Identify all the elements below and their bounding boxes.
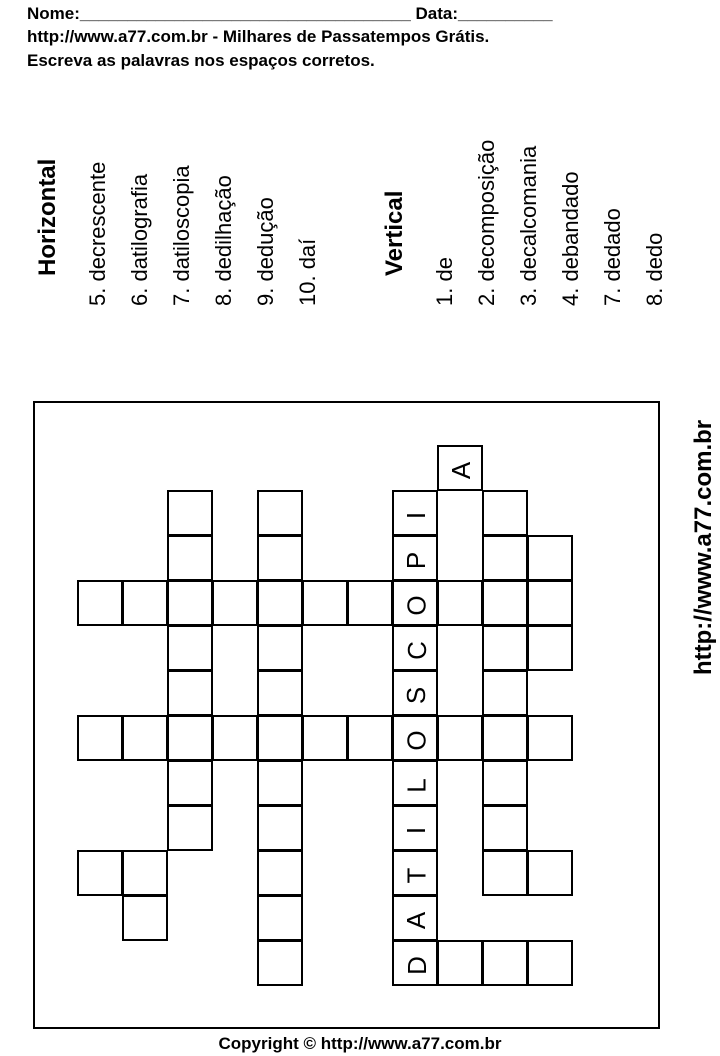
cell-letter: S bbox=[401, 686, 432, 704]
vertical-clue: 4. debandado bbox=[558, 171, 583, 306]
grid-cell[interactable] bbox=[392, 940, 438, 986]
vertical-clue: 1. de bbox=[432, 257, 457, 306]
cell-letter: I bbox=[401, 511, 432, 519]
grid-cell[interactable] bbox=[212, 715, 258, 761]
side-url: http://www.a77.com.br bbox=[690, 419, 717, 675]
grid-cell[interactable] bbox=[257, 850, 303, 896]
grid-cell[interactable] bbox=[257, 580, 303, 626]
grid-cell[interactable] bbox=[167, 535, 213, 581]
grid-cell[interactable] bbox=[392, 670, 438, 716]
grid-cell[interactable] bbox=[167, 805, 213, 851]
grid-cell[interactable] bbox=[392, 805, 438, 851]
grid-cell[interactable] bbox=[392, 715, 438, 761]
grid-cell[interactable] bbox=[257, 715, 303, 761]
cell-letter: P bbox=[401, 551, 432, 569]
grid-cell[interactable] bbox=[77, 715, 123, 761]
grid-cell[interactable] bbox=[482, 625, 528, 671]
grid-cell[interactable] bbox=[527, 535, 573, 581]
cell-letter: A bbox=[401, 911, 432, 929]
cell-letter: D bbox=[401, 955, 432, 975]
grid-cell[interactable] bbox=[257, 670, 303, 716]
grid-cell[interactable] bbox=[257, 805, 303, 851]
grid-cell[interactable] bbox=[347, 715, 393, 761]
grid-cell[interactable] bbox=[167, 625, 213, 671]
grid-cell[interactable] bbox=[77, 580, 123, 626]
grid-cell[interactable] bbox=[437, 940, 483, 986]
grid-cell[interactable] bbox=[257, 895, 303, 941]
horizontal-clue: 7. datiloscopia bbox=[169, 165, 194, 306]
grid-cell[interactable] bbox=[167, 715, 213, 761]
cell-letter: I bbox=[401, 826, 432, 834]
copyright-footer: Copyright © http://www.a77.com.br bbox=[218, 1034, 502, 1053]
cell-letter: O bbox=[401, 729, 432, 751]
grid-cell[interactable] bbox=[392, 850, 438, 896]
cell-letter: A bbox=[446, 461, 477, 479]
grid-cell[interactable] bbox=[392, 625, 438, 671]
grid-cell[interactable] bbox=[257, 625, 303, 671]
grid-cell[interactable] bbox=[302, 715, 348, 761]
grid-cell[interactable] bbox=[482, 535, 528, 581]
grid-cell[interactable] bbox=[347, 580, 393, 626]
grid-cell[interactable] bbox=[257, 940, 303, 986]
grid-cell[interactable] bbox=[482, 670, 528, 716]
grid-cell[interactable] bbox=[527, 940, 573, 986]
grid-cell[interactable] bbox=[482, 490, 528, 536]
vertical-clue: 3. decalcomania bbox=[516, 145, 541, 306]
grid-cell[interactable] bbox=[257, 490, 303, 536]
grid-cell[interactable] bbox=[392, 580, 438, 626]
grid-cell[interactable] bbox=[482, 940, 528, 986]
name-date-line: Nome:___________________________________ Data:__________ bbox=[27, 4, 553, 23]
grid-cell[interactable] bbox=[437, 445, 483, 491]
grid-cell[interactable] bbox=[527, 850, 573, 896]
grid-cell[interactable] bbox=[77, 850, 123, 896]
vertical-clue: 2. decomposição bbox=[474, 139, 499, 306]
vertical-clue: 8. dedo bbox=[642, 232, 667, 306]
grid-cell[interactable] bbox=[527, 715, 573, 761]
horizontal-clue: 9. dedução bbox=[253, 197, 278, 306]
grid-cell[interactable] bbox=[482, 760, 528, 806]
grid-cell[interactable] bbox=[167, 760, 213, 806]
grid-cell[interactable] bbox=[392, 535, 438, 581]
instruction-text: Escreva as palavras nos espaços corretos. bbox=[27, 51, 375, 70]
grid-cell[interactable] bbox=[527, 625, 573, 671]
site-line: http://www.a77.com.br - Milhares de Passatempos Grátis. bbox=[27, 27, 490, 46]
horizontal-clue: 5. decrescente bbox=[85, 161, 110, 306]
grid-cell[interactable] bbox=[482, 805, 528, 851]
vertical-clue: 7. dedado bbox=[600, 208, 625, 306]
grid-cell[interactable] bbox=[167, 580, 213, 626]
cell-letter: L bbox=[401, 777, 432, 793]
grid-cell[interactable] bbox=[257, 535, 303, 581]
grid-cell[interactable] bbox=[437, 580, 483, 626]
grid-cell[interactable] bbox=[212, 580, 258, 626]
cell-letter: T bbox=[401, 867, 432, 883]
grid-cell[interactable] bbox=[392, 895, 438, 941]
grid-cell[interactable] bbox=[482, 850, 528, 896]
grid-cell[interactable] bbox=[527, 580, 573, 626]
grid-cell[interactable] bbox=[167, 670, 213, 716]
grid-cell[interactable] bbox=[122, 895, 168, 941]
grid-cell[interactable] bbox=[482, 580, 528, 626]
horizontal-clue: 6. datilografia bbox=[127, 173, 152, 306]
grid-cell[interactable] bbox=[392, 490, 438, 536]
grid-cell[interactable] bbox=[392, 760, 438, 806]
horizontal-clue: 10. daí bbox=[295, 238, 320, 306]
grid-cell[interactable] bbox=[257, 760, 303, 806]
cell-letter: C bbox=[401, 640, 432, 660]
grid-cell[interactable] bbox=[302, 580, 348, 626]
horizontal-clue: 8. dedilhação bbox=[211, 175, 236, 306]
grid-cell[interactable] bbox=[482, 715, 528, 761]
vertical-title: Vertical bbox=[381, 190, 408, 276]
horizontal-title: Horizontal bbox=[34, 158, 61, 276]
grid-cell[interactable] bbox=[122, 850, 168, 896]
grid-cell[interactable] bbox=[122, 580, 168, 626]
grid-cell[interactable] bbox=[437, 715, 483, 761]
cell-letter: O bbox=[401, 594, 432, 616]
grid-cell[interactable] bbox=[167, 490, 213, 536]
grid-cell[interactable] bbox=[122, 715, 168, 761]
